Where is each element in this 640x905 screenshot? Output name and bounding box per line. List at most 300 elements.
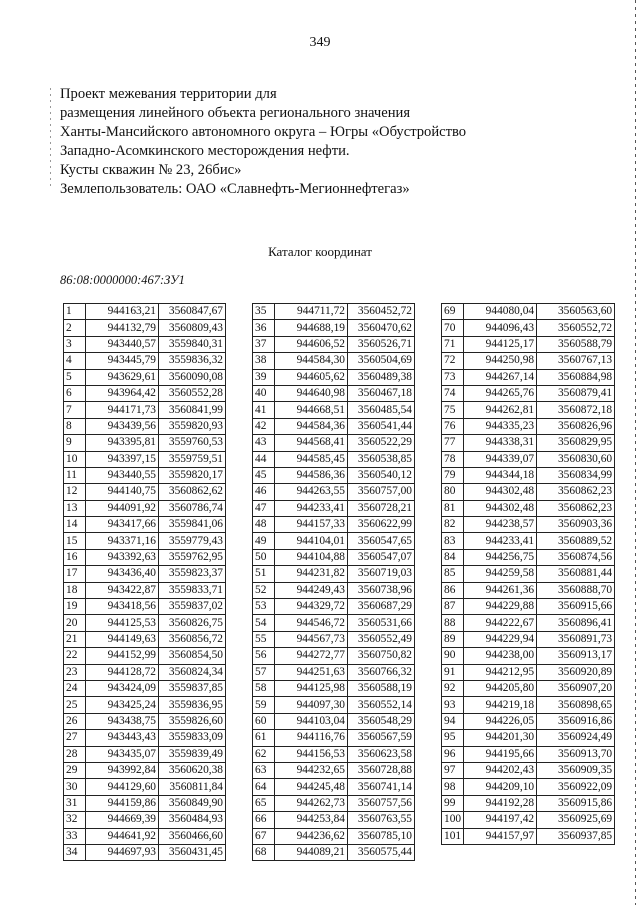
page-number: 349 [309,35,331,50]
y-coordinate: 3560891,73 [537,631,615,647]
table-row [253,697,415,713]
point-number: 65 [253,795,275,811]
x-coordinate: 943440,57 [86,336,159,352]
y-coordinate: 3560466,60 [159,828,226,844]
y-coordinate: 3560090,08 [159,369,226,385]
x-coordinate: 944116,76 [275,730,348,746]
x-coordinate: 944132,79 [86,320,159,336]
point-number: 80 [442,484,464,500]
y-coordinate: 3560588,79 [537,336,615,352]
x-coordinate: 944103,04 [275,713,348,729]
x-coordinate: 944335,23 [464,418,537,434]
x-coordinate: 944202,43 [464,762,537,778]
point-number: 53 [253,599,275,615]
table-row [442,353,615,369]
coordinates-table-3 [441,303,615,845]
y-coordinate: 3560548,29 [348,713,415,729]
header-line: Западно-Асомкинского месторождения нефти. [60,143,350,159]
y-coordinate: 3559762,95 [159,549,226,565]
x-coordinate: 943392,63 [86,549,159,565]
point-number: 66 [253,812,275,828]
y-coordinate: 3559837,02 [159,599,226,615]
x-coordinate: 943440,55 [86,467,159,483]
y-coordinate: 3560763,55 [348,812,415,828]
x-coordinate: 944201,30 [464,730,537,746]
table-row [64,779,226,795]
y-coordinate: 3560757,00 [348,484,415,500]
table-row [64,844,226,860]
point-number: 17 [64,566,86,582]
y-coordinate: 3560741,14 [348,779,415,795]
table-row [253,418,415,434]
point-number: 61 [253,730,275,746]
x-coordinate: 944261,36 [464,582,537,598]
y-coordinate: 3560431,45 [159,844,226,860]
x-coordinate: 944606,52 [275,336,348,352]
y-coordinate: 3560719,03 [348,566,415,582]
x-coordinate: 944104,88 [275,549,348,565]
y-coordinate: 3560767,13 [537,353,615,369]
table-row [442,385,615,401]
point-number: 12 [64,484,86,500]
table-row [442,435,615,451]
point-number: 31 [64,795,86,811]
y-coordinate: 3560862,62 [159,484,226,500]
x-coordinate: 943418,56 [86,599,159,615]
y-coordinate: 3560552,72 [537,320,615,336]
table-row [442,467,615,483]
x-coordinate: 944339,07 [464,451,537,467]
y-coordinate: 3559823,37 [159,566,226,582]
point-number: 90 [442,648,464,664]
coordinates-table-1 [63,303,226,861]
table-row [253,680,415,696]
y-coordinate: 3559779,43 [159,533,226,549]
catalog-title: Каталог координат [268,244,372,259]
y-coordinate: 3560915,86 [537,795,615,811]
point-number: 40 [253,385,275,401]
y-coordinate: 3560924,49 [537,730,615,746]
point-number: 100 [442,812,464,828]
point-number: 79 [442,467,464,483]
table-row [253,795,415,811]
x-coordinate: 944163,21 [86,304,159,320]
x-coordinate: 943371,16 [86,533,159,549]
x-coordinate: 944262,81 [464,402,537,418]
table-row [253,517,415,533]
table-row [64,320,226,336]
y-coordinate: 3560541,44 [348,418,415,434]
table-row [64,435,226,451]
table-row [64,418,226,434]
y-coordinate: 3560841,99 [159,402,226,418]
point-number: 63 [253,762,275,778]
y-coordinate: 3560786,74 [159,500,226,516]
point-number: 15 [64,533,86,549]
y-coordinate: 3560687,29 [348,599,415,615]
table-row [442,304,615,320]
y-coordinate: 3560856,72 [159,631,226,647]
table-row [442,615,615,631]
table-row [64,353,226,369]
y-coordinate: 3559760,53 [159,435,226,451]
x-coordinate: 944104,01 [275,533,348,549]
point-number: 93 [442,697,464,713]
y-coordinate: 3560552,28 [159,385,226,401]
point-number: 8 [64,418,86,434]
point-number: 91 [442,664,464,680]
table-row [64,582,226,598]
x-coordinate: 944586,36 [275,467,348,483]
y-coordinate: 3560826,75 [159,615,226,631]
y-coordinate: 3560588,19 [348,680,415,696]
x-coordinate: 944697,93 [86,844,159,860]
point-number: 2 [64,320,86,336]
y-coordinate: 3560623,58 [348,746,415,762]
point-number: 94 [442,713,464,729]
table-row [253,369,415,385]
point-number: 84 [442,549,464,565]
table-row [253,533,415,549]
table-row [442,812,615,828]
x-coordinate: 944089,21 [275,844,348,860]
point-number: 21 [64,631,86,647]
y-coordinate: 3559836,32 [159,353,226,369]
table-row [442,549,615,565]
y-coordinate: 3560826,96 [537,418,615,434]
point-number: 92 [442,680,464,696]
x-coordinate: 943395,81 [86,435,159,451]
point-number: 58 [253,680,275,696]
table-row [253,746,415,762]
table-row [442,484,615,500]
x-coordinate: 944157,33 [275,517,348,533]
table-row [442,795,615,811]
x-coordinate: 944222,67 [464,615,537,631]
y-coordinate: 3560728,21 [348,500,415,516]
table-row [253,730,415,746]
table-row [253,402,415,418]
x-coordinate: 944338,31 [464,435,537,451]
x-coordinate: 944641,92 [86,828,159,844]
y-coordinate: 3560830,60 [537,451,615,467]
table-row [442,320,615,336]
point-number: 42 [253,418,275,434]
table-row [253,320,415,336]
y-coordinate: 3560567,59 [348,730,415,746]
y-coordinate: 3560896,41 [537,615,615,631]
y-coordinate: 3559820,93 [159,418,226,434]
x-coordinate: 944262,73 [275,795,348,811]
table-row [64,336,226,352]
y-coordinate: 3560922,09 [537,779,615,795]
point-number: 7 [64,402,86,418]
point-number: 1 [64,304,86,320]
y-coordinate: 3560485,54 [348,402,415,418]
table-row [64,664,226,680]
y-coordinate: 3560913,70 [537,746,615,762]
x-coordinate: 943445,79 [86,353,159,369]
table-row [253,713,415,729]
point-number: 59 [253,697,275,713]
y-coordinate: 3560829,95 [537,435,615,451]
table-row [442,680,615,696]
y-coordinate: 3560552,49 [348,631,415,647]
y-coordinate: 3559820,17 [159,467,226,483]
x-coordinate: 944263,55 [275,484,348,500]
y-coordinate: 3560925,69 [537,812,615,828]
y-coordinate: 3560540,12 [348,467,415,483]
x-coordinate: 943992,84 [86,762,159,778]
point-number: 62 [253,746,275,762]
x-coordinate: 944171,73 [86,402,159,418]
table-row [253,549,415,565]
x-coordinate: 944302,48 [464,484,537,500]
table-row [64,599,226,615]
y-coordinate: 3560913,17 [537,648,615,664]
point-number: 56 [253,648,275,664]
table-row [64,304,226,320]
y-coordinate: 3560484,93 [159,812,226,828]
y-coordinate: 3560834,99 [537,467,615,483]
table-row [253,762,415,778]
x-coordinate: 944149,63 [86,631,159,647]
y-coordinate: 3560915,66 [537,599,615,615]
x-coordinate: 944236,62 [275,828,348,844]
point-number: 6 [64,385,86,401]
y-coordinate: 3560903,36 [537,517,615,533]
y-coordinate: 3560907,20 [537,680,615,696]
y-coordinate: 3559837,85 [159,680,226,696]
table-row [253,566,415,582]
y-coordinate: 3560452,72 [348,304,415,320]
x-coordinate: 944195,66 [464,746,537,762]
x-coordinate: 944129,60 [86,779,159,795]
point-number: 60 [253,713,275,729]
table-row [253,467,415,483]
x-coordinate: 944159,86 [86,795,159,811]
table-row [253,435,415,451]
table-row [442,828,615,844]
x-coordinate: 943424,09 [86,680,159,696]
table-row [442,451,615,467]
x-coordinate: 944209,10 [464,779,537,795]
y-coordinate: 3560489,38 [348,369,415,385]
point-number: 51 [253,566,275,582]
y-coordinate: 3560888,70 [537,582,615,598]
x-coordinate: 943436,40 [86,566,159,582]
x-coordinate: 944640,98 [275,385,348,401]
header-line: размещения линейного объекта регионального значения [60,105,411,121]
point-number: 88 [442,615,464,631]
table-row [64,549,226,565]
x-coordinate: 944097,30 [275,697,348,713]
y-coordinate: 3560937,85 [537,828,615,844]
y-coordinate: 3560470,62 [348,320,415,336]
point-number: 13 [64,500,86,516]
point-number: 34 [64,844,86,860]
x-coordinate: 944091,92 [86,500,159,516]
binding-edge [635,0,636,905]
y-coordinate: 3560916,86 [537,713,615,729]
table-row [253,484,415,500]
x-coordinate: 944140,75 [86,484,159,500]
table-row [442,336,615,352]
point-number: 41 [253,402,275,418]
x-coordinate: 944344,18 [464,467,537,483]
point-number: 72 [442,353,464,369]
y-coordinate: 3560909,35 [537,762,615,778]
point-number: 18 [64,582,86,598]
x-coordinate: 944245,48 [275,779,348,795]
point-number: 9 [64,435,86,451]
point-number: 19 [64,599,86,615]
point-number: 75 [442,402,464,418]
y-coordinate: 3560563,60 [537,304,615,320]
y-coordinate: 3559826,60 [159,713,226,729]
point-number: 78 [442,451,464,467]
point-number: 37 [253,336,275,352]
y-coordinate: 3560504,69 [348,353,415,369]
point-number: 81 [442,500,464,516]
x-coordinate: 944197,42 [464,812,537,828]
table-row [442,746,615,762]
table-row [64,615,226,631]
point-number: 76 [442,418,464,434]
point-number: 46 [253,484,275,500]
x-coordinate: 944251,63 [275,664,348,680]
table-row [64,746,226,762]
x-coordinate: 944128,72 [86,664,159,680]
margin-mark [50,88,51,188]
x-coordinate: 944584,30 [275,353,348,369]
point-number: 49 [253,533,275,549]
table-row [64,697,226,713]
point-number: 50 [253,549,275,565]
point-number: 44 [253,451,275,467]
x-coordinate: 944711,72 [275,304,348,320]
y-coordinate: 3560884,98 [537,369,615,385]
document-header [60,85,580,199]
x-coordinate: 944250,98 [464,353,537,369]
y-coordinate: 3560757,56 [348,795,415,811]
point-number: 43 [253,435,275,451]
x-coordinate: 944567,73 [275,631,348,647]
y-coordinate: 3560538,85 [348,451,415,467]
y-coordinate: 3559833,71 [159,582,226,598]
point-number: 89 [442,631,464,647]
y-coordinate: 3560547,07 [348,549,415,565]
y-coordinate: 3560854,50 [159,648,226,664]
point-number: 97 [442,762,464,778]
table-row [253,844,415,860]
table-row [64,467,226,483]
point-number: 47 [253,500,275,516]
y-coordinate: 3560728,88 [348,762,415,778]
point-number: 29 [64,762,86,778]
table-row [64,369,226,385]
x-coordinate: 944259,58 [464,566,537,582]
table-row [64,402,226,418]
x-coordinate: 944272,77 [275,648,348,664]
y-coordinate: 3560552,14 [348,697,415,713]
point-number: 39 [253,369,275,385]
table-row [442,648,615,664]
y-coordinate: 3560526,71 [348,336,415,352]
table-row [64,730,226,746]
y-coordinate: 3560809,43 [159,320,226,336]
table-row [442,779,615,795]
point-number: 38 [253,353,275,369]
x-coordinate: 943438,75 [86,713,159,729]
x-coordinate: 944232,65 [275,762,348,778]
x-coordinate: 944302,48 [464,500,537,516]
y-coordinate: 3560862,23 [537,500,615,516]
point-number: 32 [64,812,86,828]
x-coordinate: 944157,97 [464,828,537,844]
table-row [64,566,226,582]
table-row [253,500,415,516]
point-number: 96 [442,746,464,762]
table-row [64,631,226,647]
point-number: 54 [253,615,275,631]
point-number: 16 [64,549,86,565]
x-coordinate: 943443,43 [86,730,159,746]
point-number: 85 [442,566,464,582]
table-row [253,304,415,320]
point-number: 4 [64,353,86,369]
point-number: 64 [253,779,275,795]
y-coordinate: 3560531,66 [348,615,415,631]
point-number: 23 [64,664,86,680]
table-row [64,517,226,533]
x-coordinate: 944669,39 [86,812,159,828]
coordinates-table-2 [252,303,415,861]
y-coordinate: 3560620,38 [159,762,226,778]
x-coordinate: 944212,95 [464,664,537,680]
y-coordinate: 3560750,82 [348,648,415,664]
x-coordinate: 944233,41 [275,500,348,516]
point-number: 83 [442,533,464,549]
point-number: 95 [442,730,464,746]
y-coordinate: 3560889,52 [537,533,615,549]
table-row [64,451,226,467]
point-number: 68 [253,844,275,860]
y-coordinate: 3560874,56 [537,549,615,565]
table-row [253,812,415,828]
table-row [442,697,615,713]
point-number: 22 [64,648,86,664]
point-number: 70 [442,320,464,336]
table-row [253,582,415,598]
header-line: Проект межевания территории для [60,86,277,102]
point-number: 99 [442,795,464,811]
table-row [253,385,415,401]
table-row [64,680,226,696]
x-coordinate: 944238,57 [464,517,537,533]
table-row [253,353,415,369]
x-coordinate: 943417,66 [86,517,159,533]
table-row [253,451,415,467]
x-coordinate: 943964,42 [86,385,159,401]
table-row [253,779,415,795]
table-row [442,517,615,533]
x-coordinate: 943629,61 [86,369,159,385]
table-row [442,599,615,615]
x-coordinate: 944267,14 [464,369,537,385]
point-number: 71 [442,336,464,352]
y-coordinate: 3560811,84 [159,779,226,795]
